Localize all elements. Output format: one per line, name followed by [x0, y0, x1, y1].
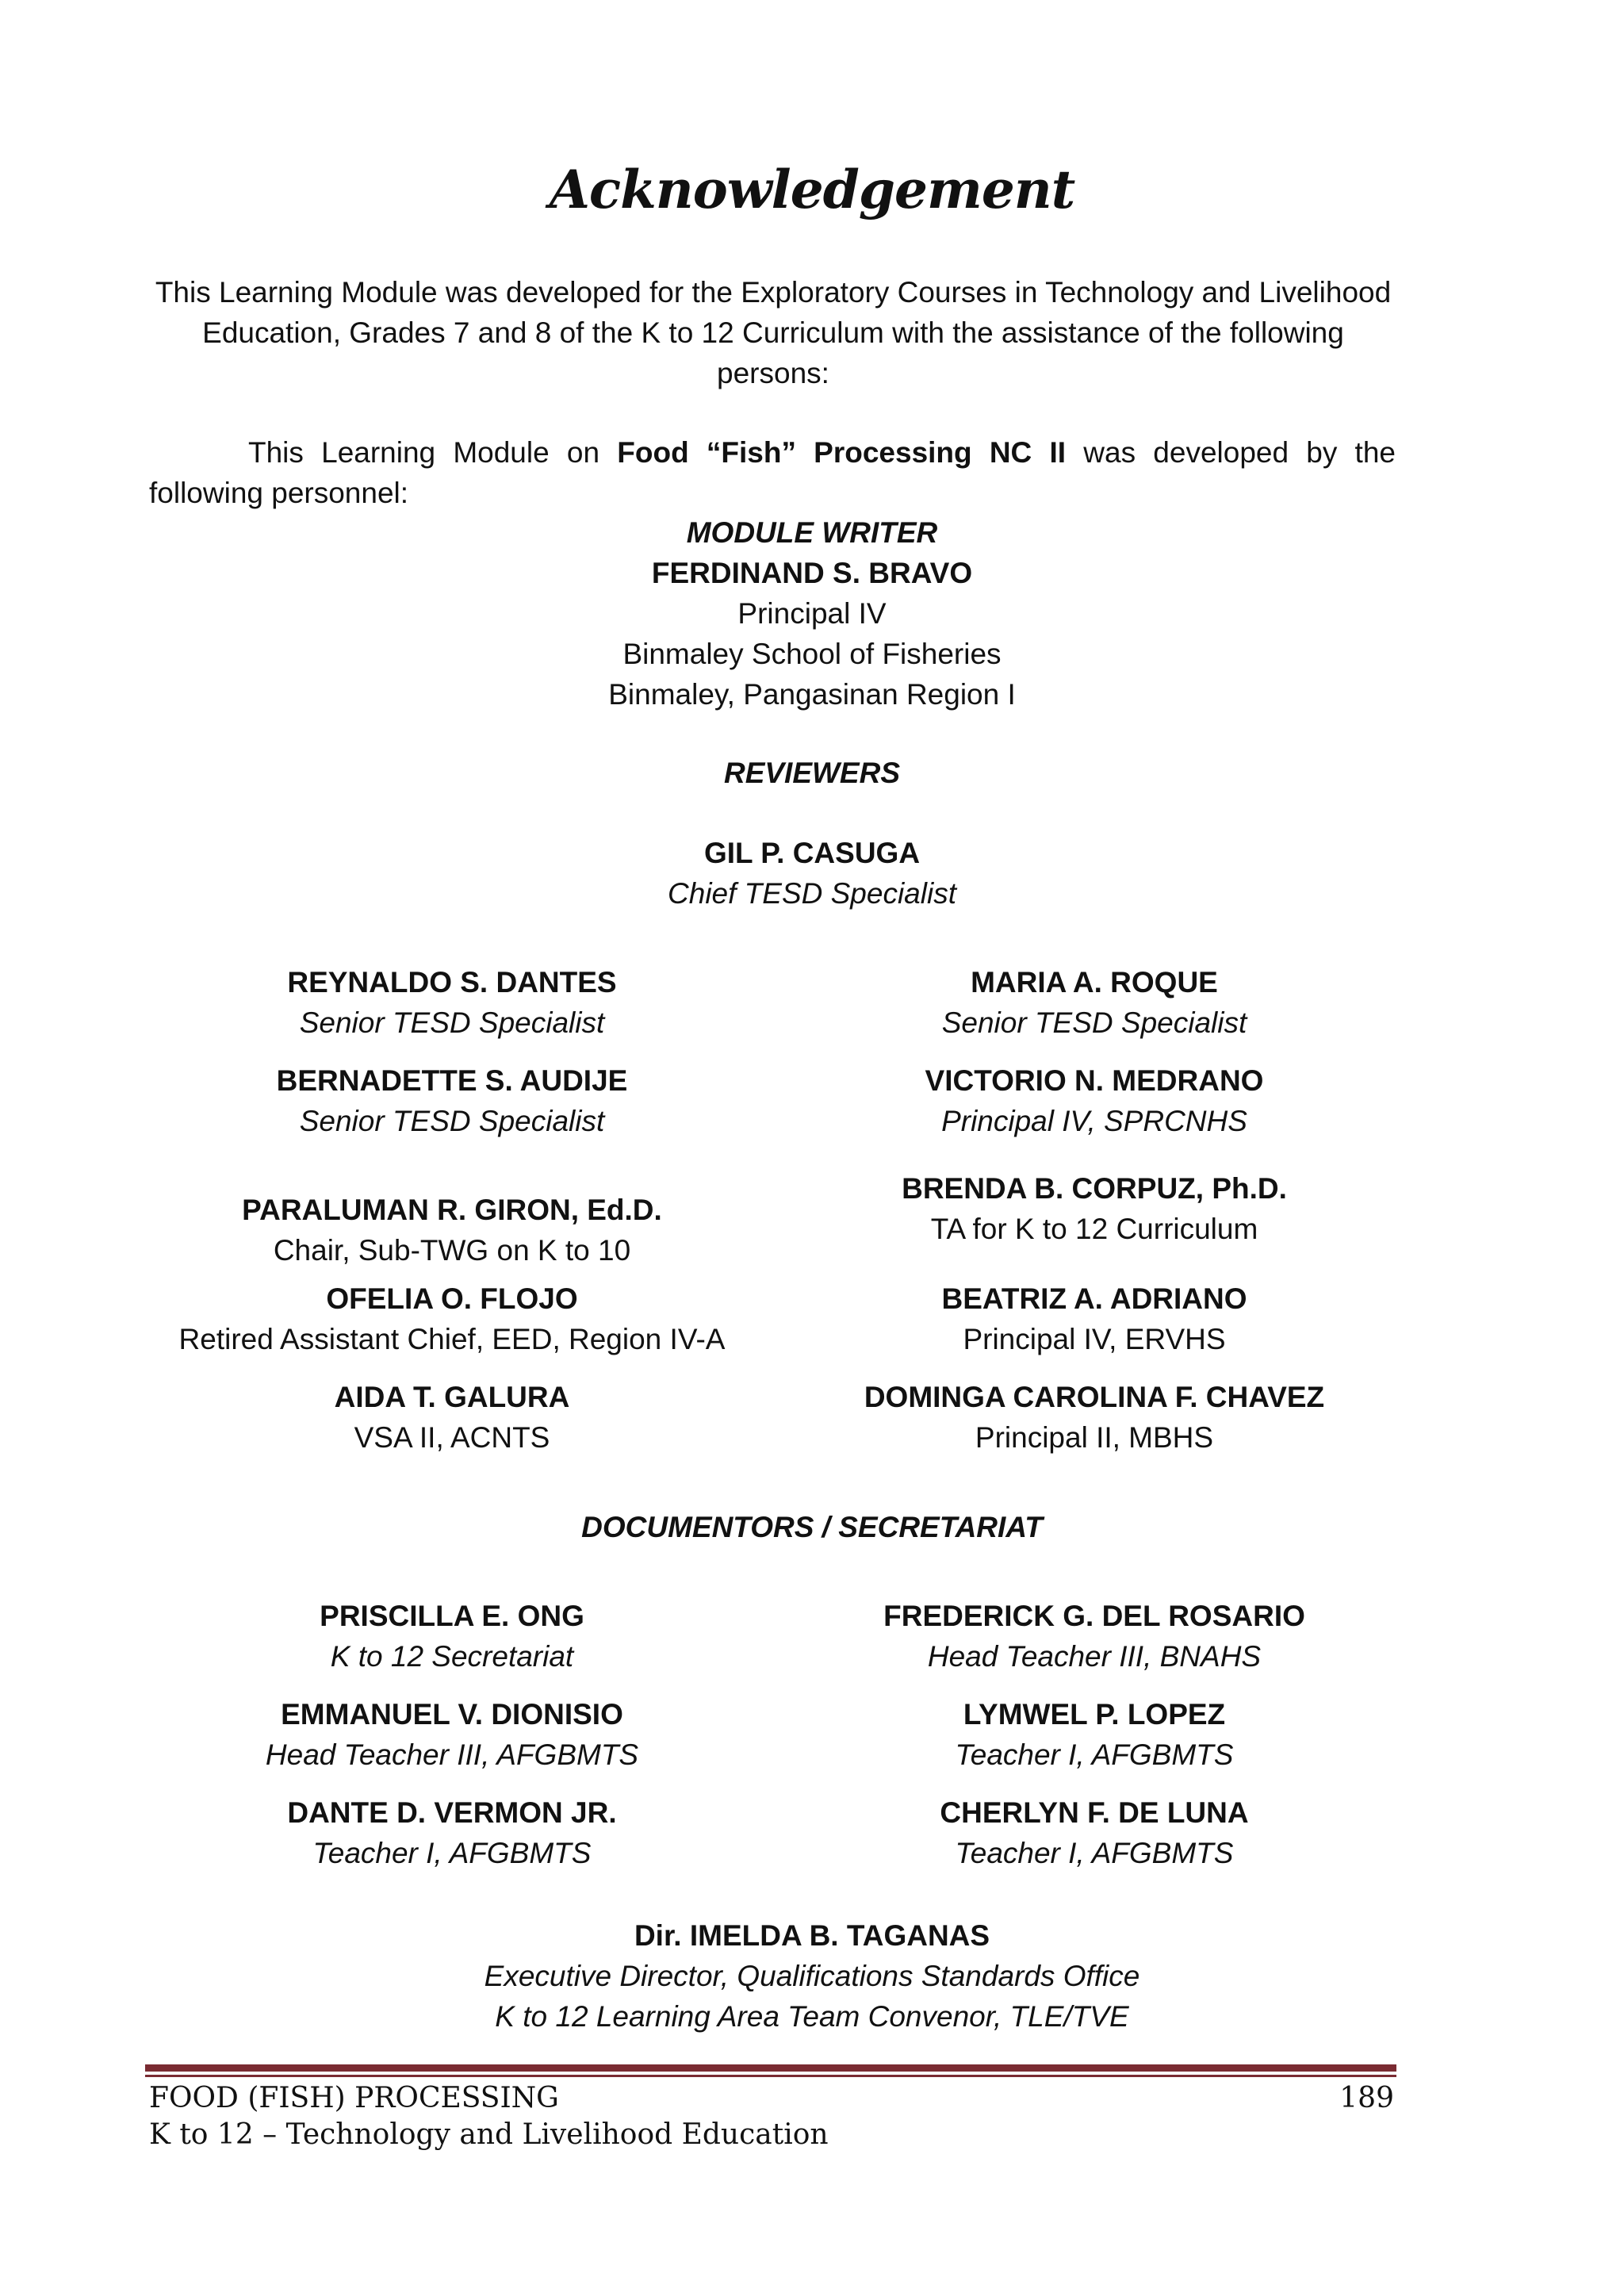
- module-writer-name: FERDINAND S. BRAVO: [651, 557, 973, 589]
- reviewer-name: AIDA T. GALURA: [334, 1381, 570, 1413]
- reviewer-name: BERNADETTE S. AUDIJE: [276, 1064, 628, 1097]
- reviewer-entry: [809, 1168, 1380, 1249]
- documentor-entry: [151, 1596, 753, 1677]
- documentor-role: Teacher I, AFGBMTS: [312, 1837, 592, 1869]
- documentor-name: PRISCILLA E. ONG: [320, 1600, 584, 1632]
- documentor-name: LYMWEL P. LOPEZ: [963, 1698, 1226, 1731]
- documentor-role: Teacher I, AFGBMTS: [955, 1837, 1234, 1869]
- reviewer-role: Senior TESD Specialist: [941, 1006, 1247, 1039]
- documentor-entry: [151, 1694, 753, 1775]
- documentor-role: Teacher I, AFGBMTS: [955, 1738, 1234, 1771]
- reviewer-chief: [0, 833, 1624, 914]
- module-writer-line: Binmaley, Pangasinan Region I: [608, 678, 1016, 711]
- reviewer-role: Chair, Sub-TWG on K to 10: [273, 1234, 631, 1267]
- documentor-role: Head Teacher III, BNAHS: [927, 1640, 1262, 1673]
- intro-paragraph: This Learning Module was developed for the Exploratory Courses in Technology and Livelihood Education, Grades 7 and 8 of the K to 12 Curriculum with the assistance of the following persons:: [155, 276, 1392, 389]
- reviewer-role: TA for K to 12 Curriculum: [930, 1213, 1258, 1245]
- module-intro-paragraph: [149, 432, 1396, 513]
- director-name: Dir. IMELDA B. TAGANAS: [634, 1919, 990, 1952]
- documentor-entry: [151, 1792, 753, 1873]
- documentors-heading: DOCUMENTORS / SECRETARIAT: [581, 1511, 1043, 1543]
- reviewer-role: Principal II, MBHS: [975, 1421, 1214, 1454]
- reviewer-name: MARIA A. ROQUE: [971, 966, 1218, 999]
- footer-module-title: FOOD (FISH) PROCESSING: [149, 2082, 559, 2114]
- reviewer-entry: [151, 1190, 753, 1271]
- director-role: K to 12 Learning Area Team Convenor, TLE/TVE: [495, 2000, 1129, 2033]
- reviewers-heading: REVIEWERS: [723, 757, 901, 789]
- reviewer-role: Retired Assistant Chief, EED, Region IV-A: [178, 1323, 726, 1355]
- director-block: [0, 1915, 1624, 2037]
- footer-rule-thin: [145, 2075, 1396, 2077]
- reviewer-name: DOMINGA CAROLINA F. CHAVEZ: [864, 1381, 1325, 1413]
- module-writer-block: [0, 512, 1624, 715]
- module-title: Food “Fish” Processing NC II: [617, 436, 1067, 469]
- reviewer-entry: [151, 1060, 753, 1141]
- reviewer-role: Principal IV, ERVHS: [963, 1323, 1226, 1355]
- documentor-name: CHERLYN F. DE LUNA: [940, 1796, 1249, 1829]
- documentor-entry: [809, 1792, 1380, 1873]
- reviewer-entry: [809, 1060, 1380, 1141]
- reviewer-entry: [809, 962, 1380, 1043]
- documentor-name: DANTE D. VERMON JR.: [287, 1796, 617, 1829]
- footer-rule: [145, 2064, 1396, 2072]
- reviewer-entry: [151, 962, 753, 1043]
- documentor-entry: [809, 1596, 1380, 1677]
- footer-subject: K to 12 – Technology and Livelihood Education: [149, 2118, 829, 2151]
- reviewer-role: Principal IV, SPRCNHS: [941, 1105, 1247, 1137]
- page-number: 189: [1339, 2082, 1394, 2114]
- module-writer-heading: MODULE WRITER: [686, 516, 938, 549]
- footer-text: [149, 2080, 829, 2153]
- reviewer-role: Senior TESD Specialist: [299, 1006, 605, 1039]
- documentor-name: FREDERICK G. DEL ROSARIO: [883, 1600, 1305, 1632]
- reviewer-entry: [809, 1278, 1380, 1359]
- reviewer-name: VICTORIO N. MEDRANO: [925, 1064, 1264, 1097]
- reviewer-name: PARALUMAN R. GIRON, Ed.D.: [242, 1194, 662, 1226]
- reviewer-entry: [151, 1377, 753, 1458]
- reviewer-name: OFELIA O. FLOJO: [326, 1282, 578, 1315]
- director-role: Executive Director, Qualifications Standards Office: [484, 1960, 1140, 1992]
- documentor-role: Head Teacher III, AFGBMTS: [265, 1738, 639, 1771]
- reviewer-entry: [809, 1377, 1380, 1458]
- reviewer-role: Senior TESD Specialist: [299, 1105, 605, 1137]
- reviewer-name: REYNALDO S. DANTES: [287, 966, 617, 999]
- reviewer-name: GIL P. CASUGA: [703, 837, 921, 869]
- documentor-name: EMMANUEL V. DIONISIO: [281, 1698, 623, 1731]
- reviewer-entry: [151, 1278, 753, 1359]
- page-title: Acknowledgement: [549, 159, 1075, 220]
- module-writer-line: Principal IV: [737, 597, 887, 630]
- reviewer-role: VSA II, ACNTS: [354, 1421, 550, 1454]
- reviewer-role: Chief TESD Specialist: [668, 877, 956, 910]
- reviewer-name: BRENDA B. CORPUZ, Ph.D.: [902, 1172, 1287, 1205]
- documentor-role: K to 12 Secretariat: [330, 1640, 574, 1673]
- documentor-entry: [809, 1694, 1380, 1775]
- module-writer-line: Binmaley School of Fisheries: [622, 638, 1002, 670]
- intro-after: was developed by the following personnel:: [149, 436, 1396, 509]
- reviewer-name: BEATRIZ A. ADRIANO: [941, 1282, 1247, 1315]
- intro-before: This Learning Module on: [248, 436, 618, 469]
